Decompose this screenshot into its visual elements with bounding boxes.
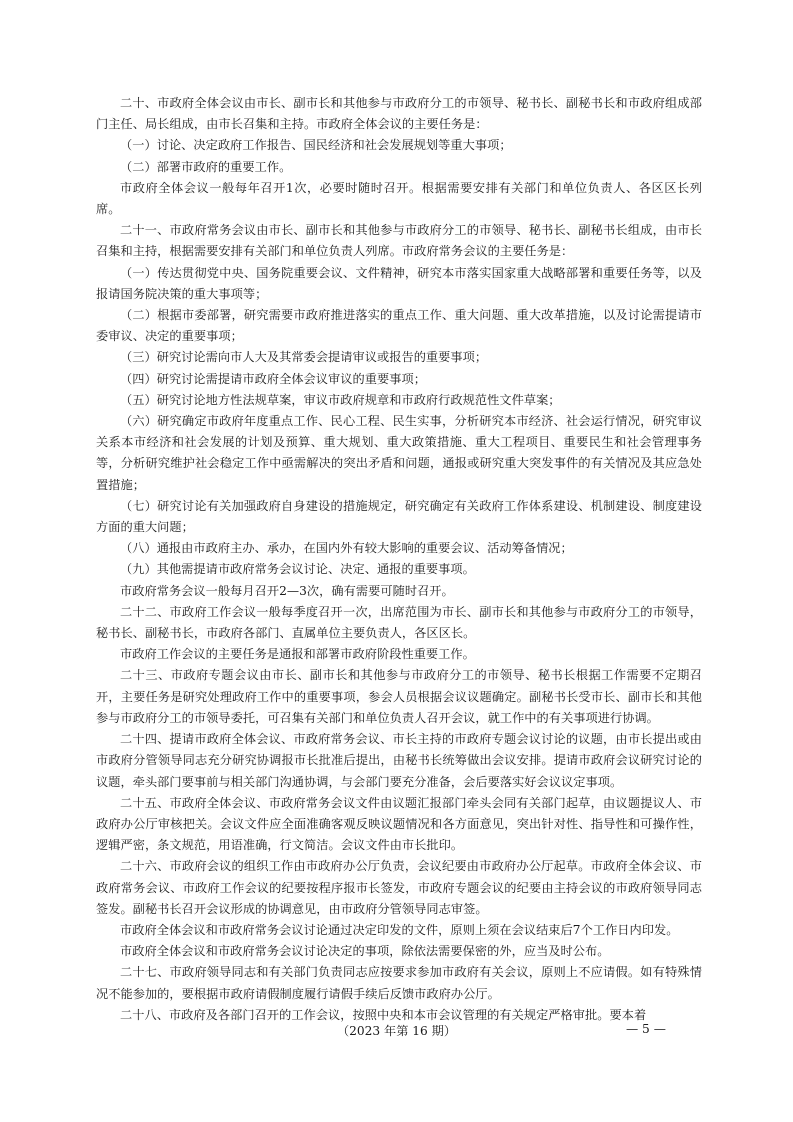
paragraph: （八）通报由市政府主办、承办，在国内外有较大影响的重要会议、活动筹备情况；: [120, 541, 573, 556]
issue-label: （2023 年第 16 期）: [336, 1024, 457, 1038]
page-footer: [0, 1022, 793, 1042]
paragraph: 二十、市政府全体会议由市长、副市长和其他参与市政府分工的市领导、秘书长、副秘书长和市政府组成部门主任、局长组成，由市长召集和主持。市政府全体会议的主要任务是：: [96, 96, 702, 132]
paragraph: 二十七、市政府领导同志和有关部门负责同志应按要求参加市政府有关会议，原则上不应请假。如有特殊情况不能参加的，要根据市政府请假制度履行请假手续后反馈市政府办公厅。: [96, 965, 702, 1001]
paragraph: （四）研究讨论需提请市政府全体会议审议的重要事项；: [120, 371, 426, 386]
paragraph: 二十一、市政府常务会议由市长、副市长和其他参与市政府分工的市领导、秘书长、副秘书长组成，由市长召集和主持，根据需要安排有关部门和单位负责人列席。市政府常务会议的主要任务是：: [96, 223, 702, 259]
paragraph: 市政府常务会议一般每月召开2—3次，确有需要可随时召开。: [120, 583, 454, 598]
paragraph: 二十八、市政府及各部门召开的工作会议，按照中央和本市会议管理的有关规定严格审批。要本着: [120, 1007, 647, 1022]
paragraph: （一）传达贯彻党中央、国务院重要会议、文件精神，研究本市落实国家重大战略部署和重要任务等，以及报请国务院决策的重大事项等；: [96, 265, 702, 301]
paragraph: 市政府全体会议和市政府常务会议讨论决定的事项，除依法需要保密的外，应当及时公布。: [120, 944, 610, 959]
paragraph: 市政府工作会议的主要任务是通报和部署市政府阶段性重要工作。: [120, 647, 475, 662]
page-number: — 5 —: [626, 1022, 666, 1036]
paragraph: 二十六、市政府会议的组织工作由市政府办公厅负责，会议纪要由市政府办公厅起草。市政府全体会议、市政府常务会议、市政府工作会议的纪要按程序报市长签发，市政府专题会议的纪要由主持会议的市政府领导同志签发。副秘书长召开会议形成的协调意见，由市政府分管领导同志审签。: [96, 859, 702, 916]
paragraph: （六）研究确定市政府年度重点工作、民心工程、民生实事，分析研究本市经济、社会运行情况，研究审议关系本市经济和社会发展的计划及预算、重大规划、重大政策措施、重大工程项目、重要民生和社会管理事务等，分析研究维护社会稳定工作中亟需解决的突出矛盾和问题，通报或研究重大突发事件的有关情况及其应急处置措施；: [96, 414, 702, 492]
paragraph: 二十五、市政府全体会议、市政府常务会议文件由议题汇报部门牵头会同有关部门起草，由议题提议人、市政府办公厅审核把关。会议文件应全面准确客观反映议题情况和各方面意见，突出针对性、指导性和可操作性，逻辑严密，条文规范，用语准确，行文简洁。会议文件由市长批印。: [96, 795, 702, 853]
paragraph: （一）讨论、决定政府工作报告、国民经济和社会发展规划等重大事项；: [120, 138, 512, 153]
paragraph: （三）研究讨论需向市人大及其常委会提请审议或报告的重要事项；: [120, 350, 488, 365]
paragraph: 二十二、市政府工作会议一般每季度召开一次，出席范围为市长、副市长和其他参与市政府分工的市领导，秘书长、副秘书长，市政府各部门、直属单位主要负责人，各区区长。: [96, 604, 702, 641]
paragraph: 二十三、市政府专题会议由市长、副市长和其他参与市政府分工的市领导、秘书长根据工作需要不定期召开，主要任务是研究处理政府工作中的重要事项，参会人员根据会议议题确定。副秘书长受市长、副市长和其他参与市政府分工的市领导委托，可召集有关部门和单位负责人召开会议，就工作中的有关事项进行协调。: [96, 668, 702, 725]
paragraph: （五）研究讨论地方性法规草案，审议市政府规章和市政府行政规范性文件草案；: [120, 392, 561, 407]
paragraph: 二十四、提请市政府全体会议、市政府常务会议、市长主持的市政府专题会议讨论的议题，由市长提出或由市政府分管领导同志充分研究协调报市长批准后提出，由秘书长统筹做出会议安排。提请市政府会议研究讨论的议题，牵头部门要事前与相关部门沟通协调，与会部门要充分准备，会后要落实好会议议定事项。: [96, 732, 702, 789]
paragraph: （九）其他需提请市政府常务会议讨论、决定、通报的重要事项。: [120, 562, 475, 577]
document-body: [96, 93, 702, 1026]
paragraph: （二）部署市政府的重要工作。: [120, 159, 292, 174]
paragraph: （七）研究讨论有关加强政府自身建设的措施规定，研究确定有关政府工作体系建设、机制建设、制度建设方面的重大问题；: [96, 498, 702, 535]
paragraph: （二）根据市委部署，研究需要市政府推进落实的重点工作、重大问题、重大改革措施，以及讨论需提请市委审议、决定的重要事项；: [96, 308, 702, 344]
paragraph: 市政府全体会议和市政府常务会议讨论通过决定印发的文件，原则上须在会议结束后7个工作日内印发。: [120, 922, 679, 937]
paragraph: 市政府全体会议一般每年召开1次，必要时随时召开。根据需要安排有关部门和单位负责人、各区区长列席。: [96, 180, 702, 217]
